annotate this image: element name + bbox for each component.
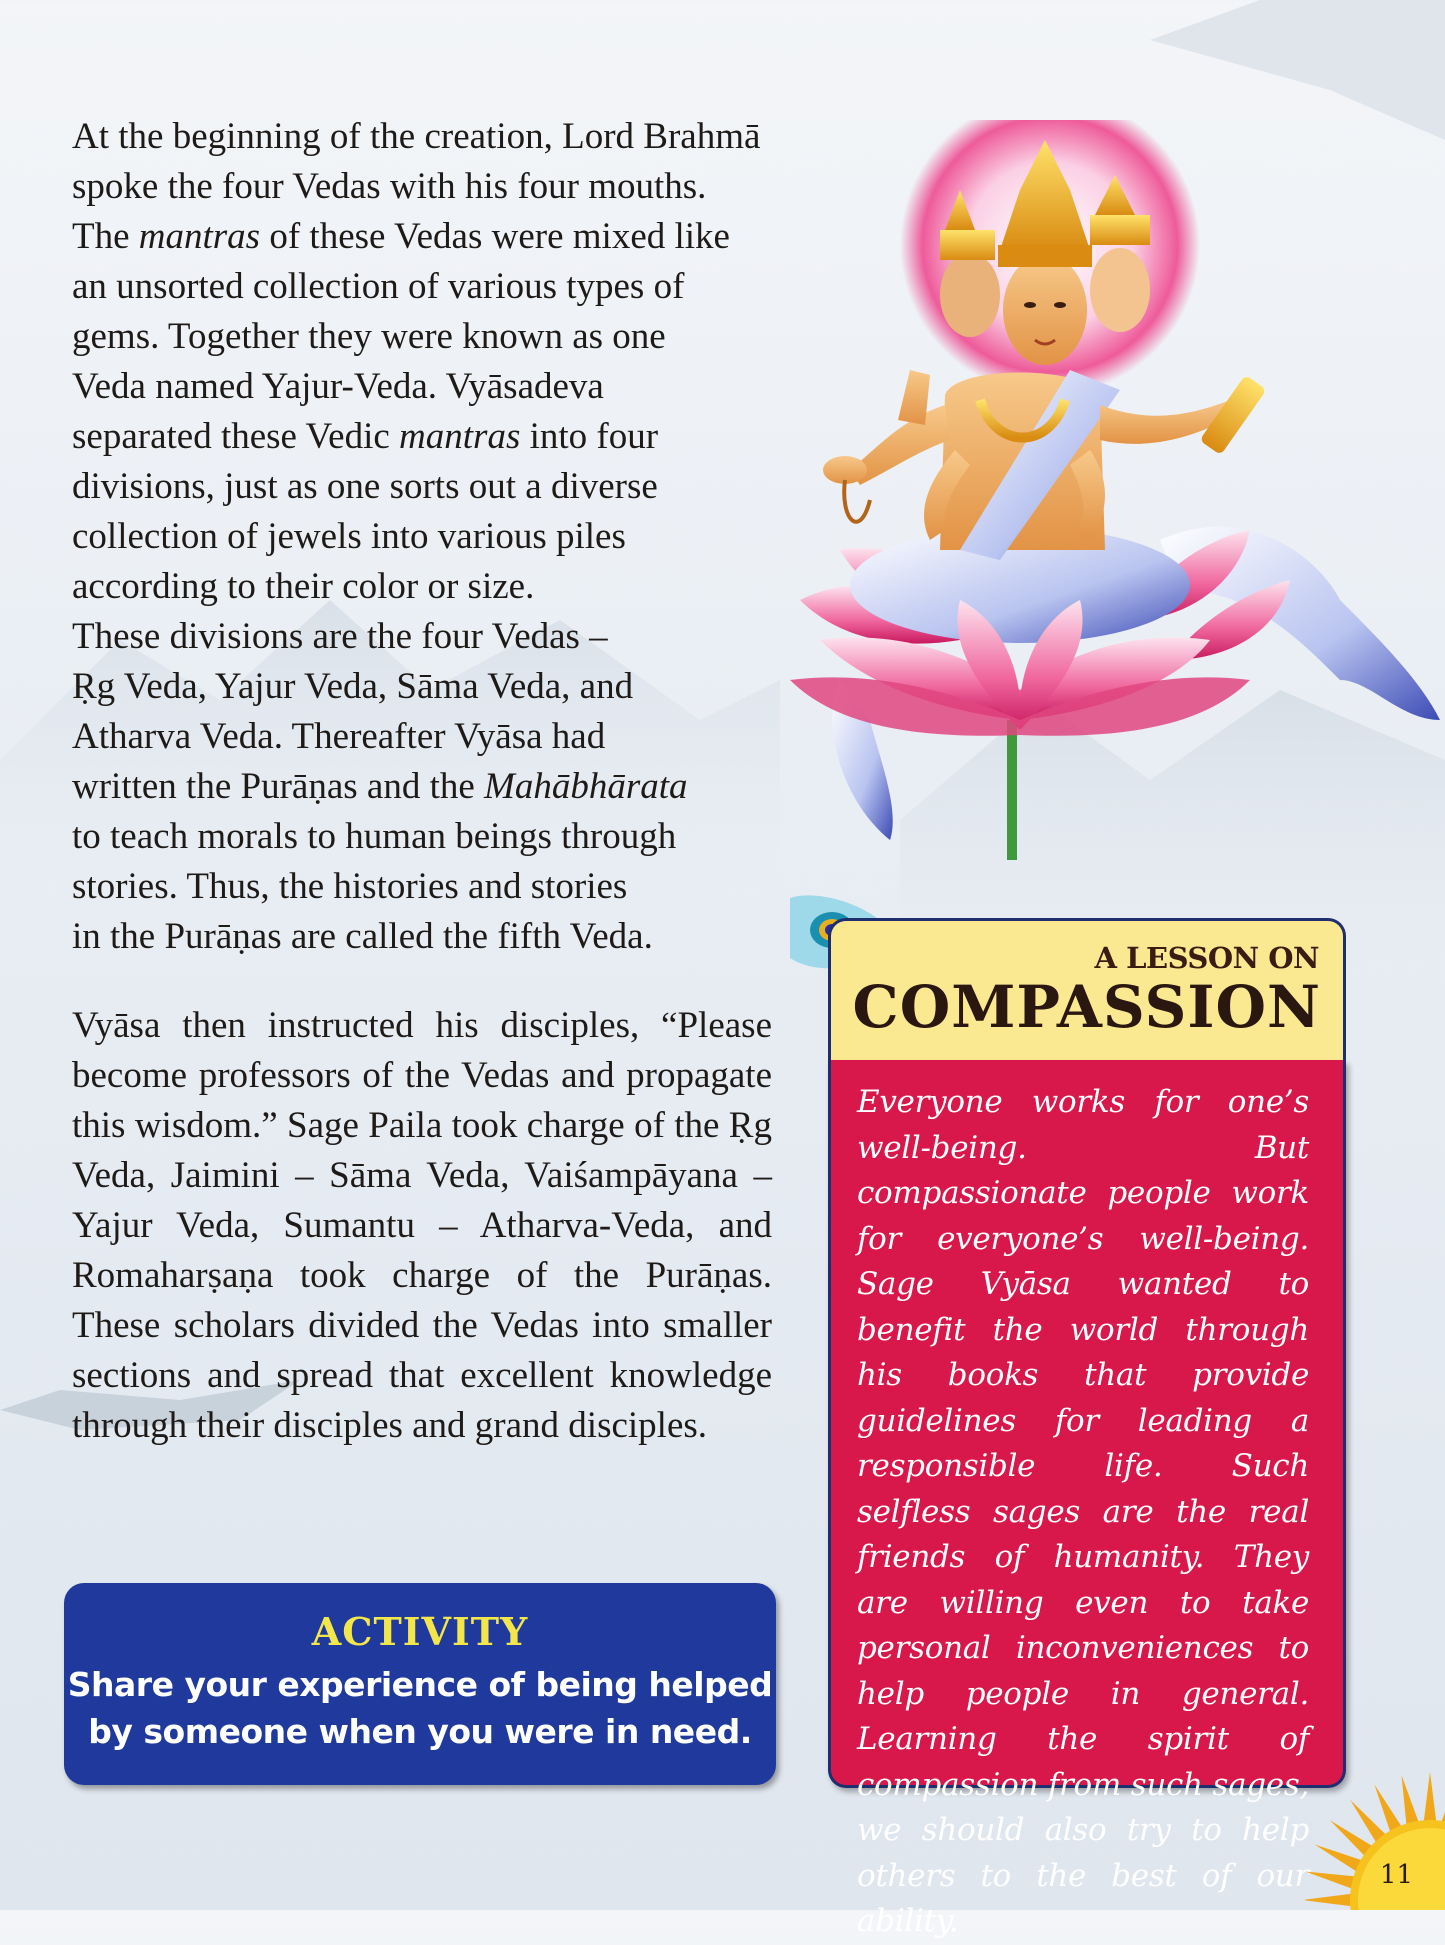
- sun-icon: [1305, 1760, 1445, 1910]
- lesson-title: COMPASSION: [852, 973, 1321, 1041]
- sun-ray: [1440, 1775, 1445, 1828]
- brahma-on-lotus-illustration: [780, 120, 1445, 860]
- intro-paragraph: [72, 112, 772, 962]
- activity-text-line-2: by someone when you were in need.: [88, 1712, 752, 1751]
- disciples-paragraph-text: Vyāsa then instructed his disciples, “Please become professors of the Vedas and propagate this wisdom.” Sage Paila took charge of the Ṛg Veda, Jaimini – Sāma Veda, Vaiśampāyana – Yajur Veda, Sumantu – Atharva-Veda, and Romaharṣaṇa took charge of the Purāṇas. These scholars divided the Vedas into smaller sections and spread that excellent knowledge through their disciples and grand disciples.: [72, 1005, 772, 1446]
- lesson-subtitle: A LESSON ON: [1094, 941, 1319, 975]
- disciples-paragraph: [72, 1001, 772, 1451]
- lesson-body: [828, 1060, 1346, 1939]
- activity-box: [64, 1583, 776, 1785]
- lesson-text: Everyone works for one’s well-being. But compassionate people work for everyone’s well-being. Sage Vyāsa wanted to benefit the world through his books that provide guidelines for leading a responsible life. Such selfless sages are the real friends of humanity. They are willing even to take personal inconveniences to help people in general. Learning the spirit of compassion from such sages, we should also try to help others to the best of our ability.: [857, 1084, 1309, 1939]
- intro-paragraph-text: At the beginning of the creation, Lord Brahmā spoke the four Vedas with his four mouths. The mantras of these Vedas were mixed like an unsorted collection of various types of gems. Together they were known as one Veda named Yajur-Veda. Vyāsadeva separated these Vedic mantras into four divisions, just as one sorts out a diverse collection of jewels into various piles according to their color or size. These divisions are the four Vedas – Ṛg Veda, Yajur Veda, Sāma Veda, and Atharva Veda. Thereafter Vyāsa had written the Purāṇas and the Mahābhārata to teach morals to human beings through stories. Thus, the histories and stories in the Purāṇas are called the fifth Veda.: [72, 116, 761, 957]
- sun-ray: [1423, 1772, 1436, 1825]
- lesson-box: [828, 918, 1346, 1939]
- lesson-header: [828, 918, 1346, 1060]
- sun-ray: [1305, 1872, 1358, 1890]
- page-number: 11: [1379, 1860, 1413, 1890]
- activity-text-line-1: Share your experience of being helped: [67, 1665, 773, 1704]
- sun-ray: [1305, 1893, 1355, 1906]
- activity-title: ACTIVITY: [311, 1609, 529, 1654]
- activity-text: [64, 1661, 776, 1755]
- sun-ray: [1402, 1775, 1420, 1828]
